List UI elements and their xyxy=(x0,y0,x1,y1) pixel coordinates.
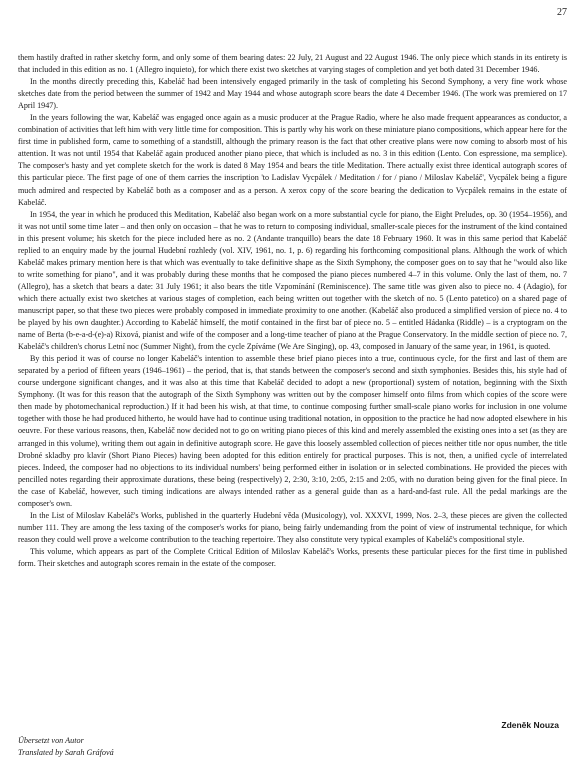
page-number: 27 xyxy=(557,7,567,18)
paragraph-5: By this period it was of course no longer Kabeláč's intention to assemble these brief piano pieces into a true, continuous cycle, for the first and last of them are separated by a period of fifteen years (1946–1961) – the period, that is, that stands between the composer's second and sixth symphonies. Besides this, his style had of course undergone significant changes, and it was also at this time that Kabeláč decided to adopt a new (proportional) system of notation, beginning with the Sixth Symphony. (It was for this reason that the autograph of the Sixth Symphony was written out by the composer himself onto films from which copies of the score were then made by photomechanical reproduction.) If it had been his wish, at that time, to continue composing further small-scale piano works for inclusion in one volume together with those he had produced hitherto, he would have had to continue using traditional notation, in opposition to the practice he had now adopted elsewhere in his oeuvre. For these various reasons, then, Kabeláč now decided not to go on writing piano pieces of this kind and merely assembled the existing ones into a set (as they are arranged in this volume), writing them out again in definitive autograph score. He gave this loosely assembled collection of pieces neither title nor opus number, the title Drobné skladby pro klavír (Short Piano Pieces) having been adopted for this edition entirely for practical purposes. This is not, then, a unified cycle of interrelated pieces. Indeed, the composer had no objections to its individual numbers' being performed either in isolation or in selected combinations. He provided the pieces with pencilled notes regarding their approximate durations, these being (respectively) 2, 2:30, 3:10, 2:05, 2:15 and 2:05, with no duration being given for the final piece. In the case of Kabeláč, however, such timing indications are always intended rather as a general guide than as a hard-and-fast rule. All the pedal markings are the composer's own. xyxy=(18,354,567,508)
paragraph-1: them hastily drafted in rather sketchy form, and only some of them bearing dates: 22 July, 21 August and 22 August 1946. The only piece which stands in its entirety is that included in this edition as no. 1 (Allegro inquieto), for which there exist two sketches at varying stages of completion and yet both dated 31 December 1946. xyxy=(18,53,567,75)
credit-german: Übersetzt von Autor xyxy=(18,736,84,745)
paragraph-4: In 1954, the year in which he produced this Meditation, Kabeláč also began work on a more substantial cycle for piano, the Eight Preludes, op. 30 (1954–1956), and it was not until some time later – and then only on occasion – that he was to return to composing individual, smaller-scale pieces for the instrument of the kind contained in this present volume; his sketch for the piece included here as no. 2 (Andante tranquillo) bears the date 18 February 1960. It was in this same period that Kabeláč replied to an enquiry made by the journal Hudební rozhledy (vol. XIV, 1961, no. 1, p. 6) regarding his forthcoming compositional plans. Although the work of which Kabeláč makes primary mention here is that which was eventually to take definitive shape as the Sixth Symphony, the composer goes on to say that he "would also like to write something for piano", and it was probably during these months that he composed the piano pieces numbered 4–7 in this volume. Only the last of them, no. 7 (Allegro), has a sketch that bears a date: 31 July 1961; it also bears the title Vzpomínání (Reminiscence). The same title was given also to piece no. 4 (Adagio), for which there actually exist two sketches at various stages of completion, each being written out together with the sketch of no. 5 (Lento patetico) on a shared page of manuscript paper, so that these two pieces were probably composed in immediate proximity to one another. (Kabeláč also produced a simplified version of piece no. 4 to be played by his own daughter.) According to Kabeláč himself, the motif contained in the first bar of piece no. 5 – entitled Hádanka (Riddle) – is a cryptogram on the name of Berta (b-e-a-d-(e)-a) Rixová, pianist and wife of the composer and a long-time teacher of piano at the Prague Conservatory. In the middle section of piece no. 7, Kabeláč's children's chorus Letní noc (Summer Night), from the cycle Zpíváme (We Are Singing), op. 43, composed in January of the same year, in 1961, is quoted. xyxy=(18,209,567,352)
author-signature: Zdeněk Nouza xyxy=(501,720,559,730)
translation-credits xyxy=(18,735,114,759)
paragraph-7: This volume, which appears as part of the Complete Critical Edition of Miloslav Kabeláč's Works, presents these particular pieces for the first time in published form. Their sketches and autograph scores remain in the estate of the composer. xyxy=(18,546,567,568)
paragraph-2: In the months directly preceding this, Kabeláč had been intensively engaged primarily in the task of completing his Second Symphony, a very fine work whose sketches date from the period between the summer of 1942 and May 1944 and whose autograph score bears the date 4 December 1946. (The work was premiered on 17 April 1947). xyxy=(18,77,567,111)
article-body xyxy=(18,52,567,570)
paragraph-6: In the List of Miloslav Kabeláč's Works, published in the quarterly Hudební věda (Musicology), vol. XXXVI, 1999, Nos. 2–3, these pieces are given the collected number 111. They are among the less taxing of the composer's works for piano, being fairly undemanding from the point of view of instrumental technique, for which reason they could well prove a welcome contribution to the teaching repertoire. They also constitute very typical examples of Kabeláč's compositional style. xyxy=(18,510,567,544)
paragraph-3: In the years following the war, Kabeláč was engaged once again as a music producer at the Prague Radio, where he also made frequent appearances as conductor, a combination of activities that left him with very little time for composition. This is partly why his work on these miniature piano compositions, which appear here for the first time in published form, came to something of a standstill, although the primary reason is the fact that other creative plans were now coming to absorb most of his attention. It was not until 1954 that Kabeláč again produced another piano piece, that which is included as no. 3 in this edition (Lento. Con espressione, ma semplice). The composer's hasty and yet complete sketch for the work is dated 8 May 1954 and bears the title Meditation. There actually exist three identical autograph scores of this particular piece. The first page of one of them carries the inscription 'to Ladislav Vycpálek / Meditation / for / piano / Miloslav Kabeláč', Vycpálek being a figure much admired and respected by Kabeláč both as a composer and as a person. A xerox copy of the score bearing the dedication to Vycpálek remains in the estate of Kabeláč. xyxy=(18,113,567,207)
credit-english: Translated by Sarah Gráfová xyxy=(18,748,114,757)
